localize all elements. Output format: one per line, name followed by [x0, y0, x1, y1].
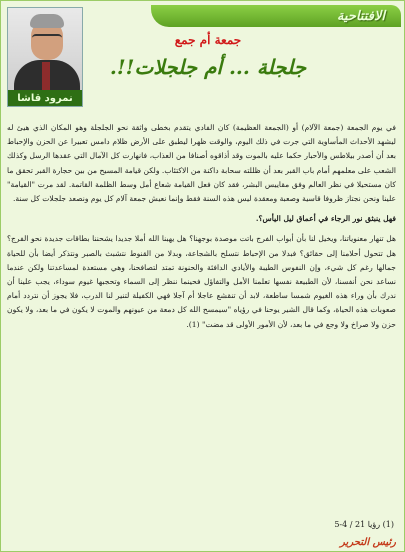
- signature: رئيس التحرير: [340, 537, 396, 548]
- author-photo: [7, 7, 83, 107]
- paragraph-1: في يوم الجمعة (جمعة الآلام) أو (الجمعة العظيمة) كان الفادي يتقدم بخطى واثقة نحو الجلجلة وهو المكان الذي هيئ له ليشهد الأحداث المأساوية التي جرت في ذلك اليوم، والوقت ظهرا ليطبق على الأرض ظلام دامس تعبيرا عن الحزن والإحباط بعد أن أصدر بيلاطس والأحبار حكما عليه بالموت وقد أذاقوه أصنافا من العذاب، فانهارت كل الآمال التي عقدها الرسل وكذلك الشعب على معلمهم أمام باب القبر بعد أن ظللته سحابة داكنة من الاكتئاب. ولكن قيامة المسيح من بين حجارة القبر تحقق ما كان مستحيلا في نظر العالم وفق مقاييس البشر، فقد كان فعل القيامة شعاع أمل وسط الظلمة القاتمة. لقد مرت "القيامة" علينا ونحن نجتاز ظروفا قاسية وصعبة ومعقدة ليس هذه السنة فقط وإنما نعيش جمعة آلام كل يوم ونصعد جلجلات كل سنة.: [7, 123, 396, 204]
- author-name: نمرود قاشا: [8, 90, 82, 106]
- article-titles: [93, 33, 323, 79]
- footnote: (1) رؤيا 21 / 4-5: [334, 520, 394, 529]
- section-ribbon: [151, 5, 401, 27]
- paragraph-3: هل تنهار معنوياتنا، ويخيل لنا بأن أبواب الفرج باتت موصدة بوجهنا؟ هل يهبنا الله أملا جديدا يشحننا بطاقات جديدة نحو الفرج؟ هل تتحول أحلامنا إلى حقائق؟ فبدلا من الإحباط نتسلح بالشجاعة، وبدلا من القنوط نتشبث بالصبر ونتذكر أيضا بأن للحياة جمالها رغم كل شيء، وإن النفوس الطيبة والأيادي الدافئة والحنونة تمتد لتصافحنا، وهي مستعدة لمساعدتنا ولكن عندما نساعد نحن أنفسنا، لأن الطبيعة نفسها تعلمنا الأمل والتفاؤل فحينما ننظر إلى السماء وتحجبها غيوم سوداء، يجب علينا أن ندرك بأن وراء هذه الغيوم شمسا ساطعة، لابد أن تنقشع عاجلا أم آجلا فهي الكفيلة لتنير لنا الدرب، فلا يجوز أن نتردد أمام صعوبات هذه الحياة، وكما قال الشير يوحنا في رؤياه "سيمسح الله كل دمعة من عيونهم والموت لا يكون في ما بعد، ولا يكون حزن ولا صراخ ولا وجع في ما بعد، لأن الأمور الأولى قد مضت" (1).: [7, 234, 396, 329]
- paragraph-2: فهل ينبثق نور الرجاء في أعماق ليل اليأس؟.: [255, 214, 396, 224]
- section-title: الافتتاحية: [337, 8, 385, 24]
- article-title-line1: جمعة أم جمع: [174, 33, 242, 47]
- article-body: [7, 121, 396, 338]
- article-title-line2: جلجلة ... أم جلجلات!!.: [109, 55, 307, 79]
